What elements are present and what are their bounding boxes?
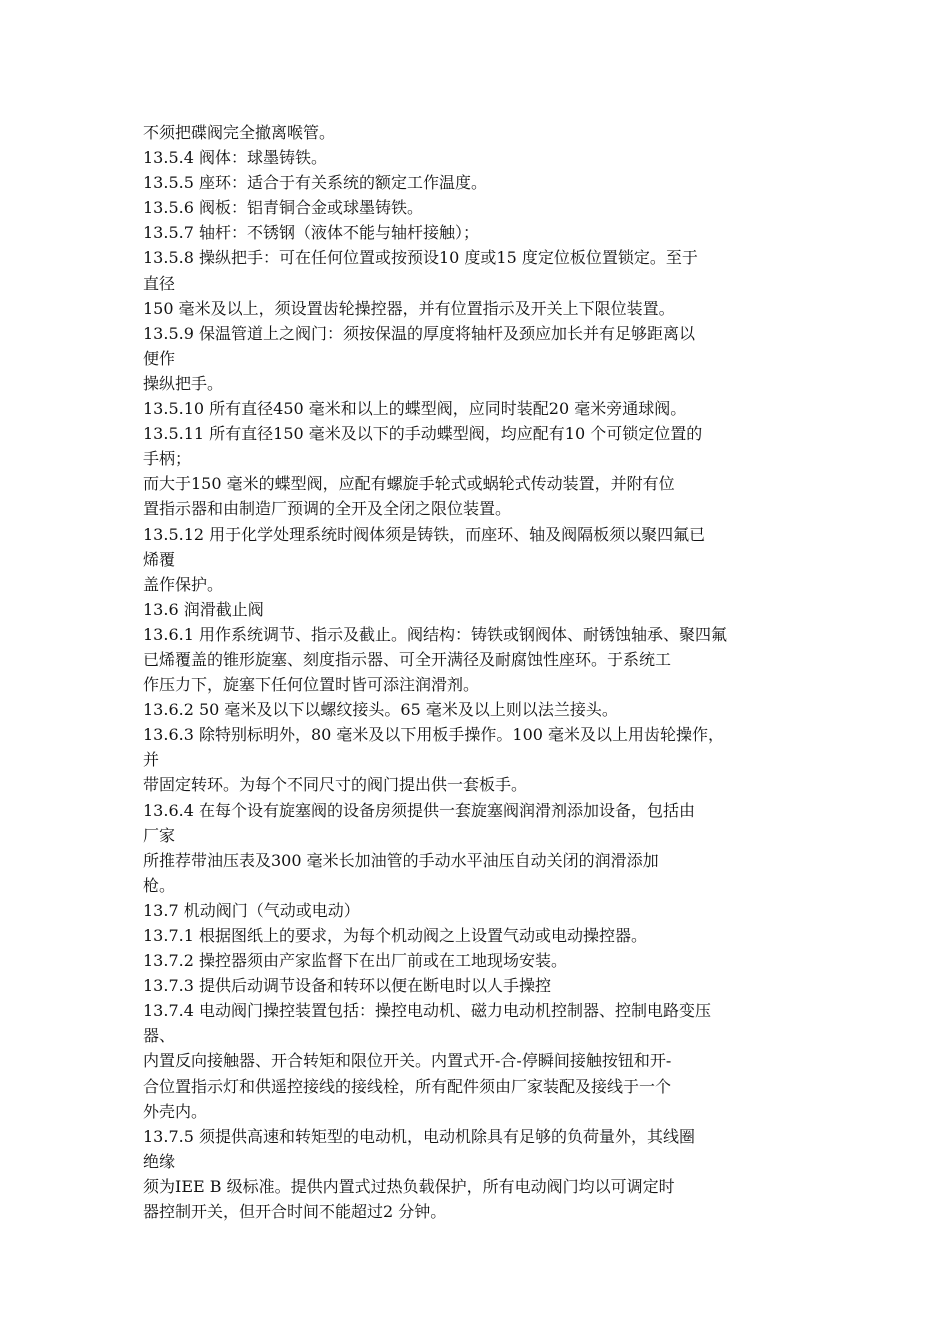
text-line: 作压力下，旋塞下任何位置时皆可添注润滑剂。 xyxy=(143,675,480,695)
text-line: 内置反向接触器、开合转矩和限位开关。内置式开-合-停瞬间接触按钮和开- xyxy=(143,1051,672,1071)
text-line: 13.7.3 提供后动调节设备和转环以便在断电时以人手操控 xyxy=(143,976,551,996)
text-line: 带固定转环。为每个不同尺寸的阀门提出供一套板手。 xyxy=(143,775,528,795)
text-line: 器、 xyxy=(143,1026,176,1046)
text-line: 13.6.2 50 毫米及以下以螺纹接头。65 毫米及以上则以法兰接头。 xyxy=(143,700,618,720)
text-line: 13.5.5 座环：适合于有关系统的额定工作温度。 xyxy=(143,173,487,193)
text-line: 器控制开关，但开合时间不能超过2 分钟。 xyxy=(143,1202,447,1222)
text-line: 外壳内。 xyxy=(143,1101,208,1121)
text-line: 置指示器和由制造厂预调的全开及全闭之限位装置。 xyxy=(143,499,512,519)
text-line: 13.5.4 阀体：球墨铸铁。 xyxy=(143,148,327,168)
text-line: 操纵把手。 xyxy=(143,373,224,393)
section-heading: 13.7 机动阀门（气动或电动） xyxy=(143,900,360,920)
text-line: 烯覆 xyxy=(143,549,176,569)
text-line: 已烯覆盖的锥形旋塞、刻度指示器、可全开满径及耐腐蚀性座环。于系统工 xyxy=(143,649,672,669)
text-line: 13.5.7 轴杆：不锈钢（液体不能与轴杆接触）； xyxy=(143,223,479,243)
text-line: 13.5.6 阀板：铝青铜合金或球墨铸铁。 xyxy=(143,198,423,218)
text-line: 手柄； xyxy=(143,449,192,469)
text-line: 须为IEE B 级标准。提供内置式过热负载保护，所有电动阀门均以可调定时 xyxy=(143,1176,675,1196)
text-line: 13.5.9 保温管道上之阀门：须按保温的厚度将轴杆及颈应加长并有足够距离以 xyxy=(143,323,695,343)
text-line: 盖作保护。 xyxy=(143,574,224,594)
text-line: 13.5.11 所有直径150 毫米及以下的手动蝶型阀，均应配有10 个可锁定位置的 xyxy=(143,424,703,444)
text-line: 13.5.10 所有直径450 毫米和以上的蝶型阀，应同时装配20 毫米旁通球阀。 xyxy=(143,399,687,419)
text-line: 13.7.2 操控器须由产家监督下在出厂前或在工地现场安装。 xyxy=(143,951,567,971)
text-line: 并 xyxy=(143,750,160,770)
text-line: 不须把碟阀完全撤离喉管。 xyxy=(143,123,336,142)
text-line: 13.7.4 电动阀门操控装置包括：操控电动机、磁力电动机控制器、控制电路变压 xyxy=(143,1001,711,1021)
section-heading: 13.6 润滑截止阀 xyxy=(143,599,264,619)
text-line: 合位置指示灯和供遥控接线的接线栓，所有配件须由厂家装配及接线于一个 xyxy=(143,1076,672,1096)
text-line: 厂家 xyxy=(143,825,176,845)
text-line: 绝缘 xyxy=(143,1151,176,1171)
text-line: 而大于150 毫米的蝶型阀，应配有螺旋手轮式或蜗轮式传动装置，并附有位 xyxy=(143,474,675,494)
text-line: 枪。 xyxy=(143,875,176,895)
text-line: 直径 xyxy=(143,273,176,293)
text-line: 13.6.4 在每个设有旋塞阀的设备房须提供一套旋塞阀润滑剂添加设备，包括由 xyxy=(143,800,695,820)
text-line: 150 毫米及以上，须设置齿轮操控器，并有位置指示及开关上下限位装置。 xyxy=(143,298,675,318)
document-page xyxy=(143,120,823,1224)
text-line: 所推荐带油压表及300 毫米长加油管的手动水平油压自动关闭的润滑添加 xyxy=(143,850,659,870)
text-line: 13.6.3 除特别标明外，80 毫米及以下用板手操作。100 毫米及以上用齿轮操作， xyxy=(143,725,725,745)
text-line: 便作 xyxy=(143,348,176,368)
text-line: 13.6.1 用作系统调节、指示及截止。阀结构：铸铁或钢阀体、耐锈蚀轴承、聚四氟 xyxy=(143,624,727,644)
text-line: 13.5.12 用于化学处理系统时阀体须是铸铁，而座环、轴及阀隔板须以聚四氟已 xyxy=(143,524,706,544)
text-line: 13.7.5 须提供高速和转矩型的电动机，电动机除具有足够的负荷量外，其线圈 xyxy=(143,1126,695,1146)
text-line: 13.5.8 操纵把手：可在任何位置或按预设10 度或15 度定位板位置锁定。至于 xyxy=(143,248,698,268)
text-line: 13.7.1 根据图纸上的要求，为每个机动阀之上设置气动或电动操控器。 xyxy=(143,926,647,945)
